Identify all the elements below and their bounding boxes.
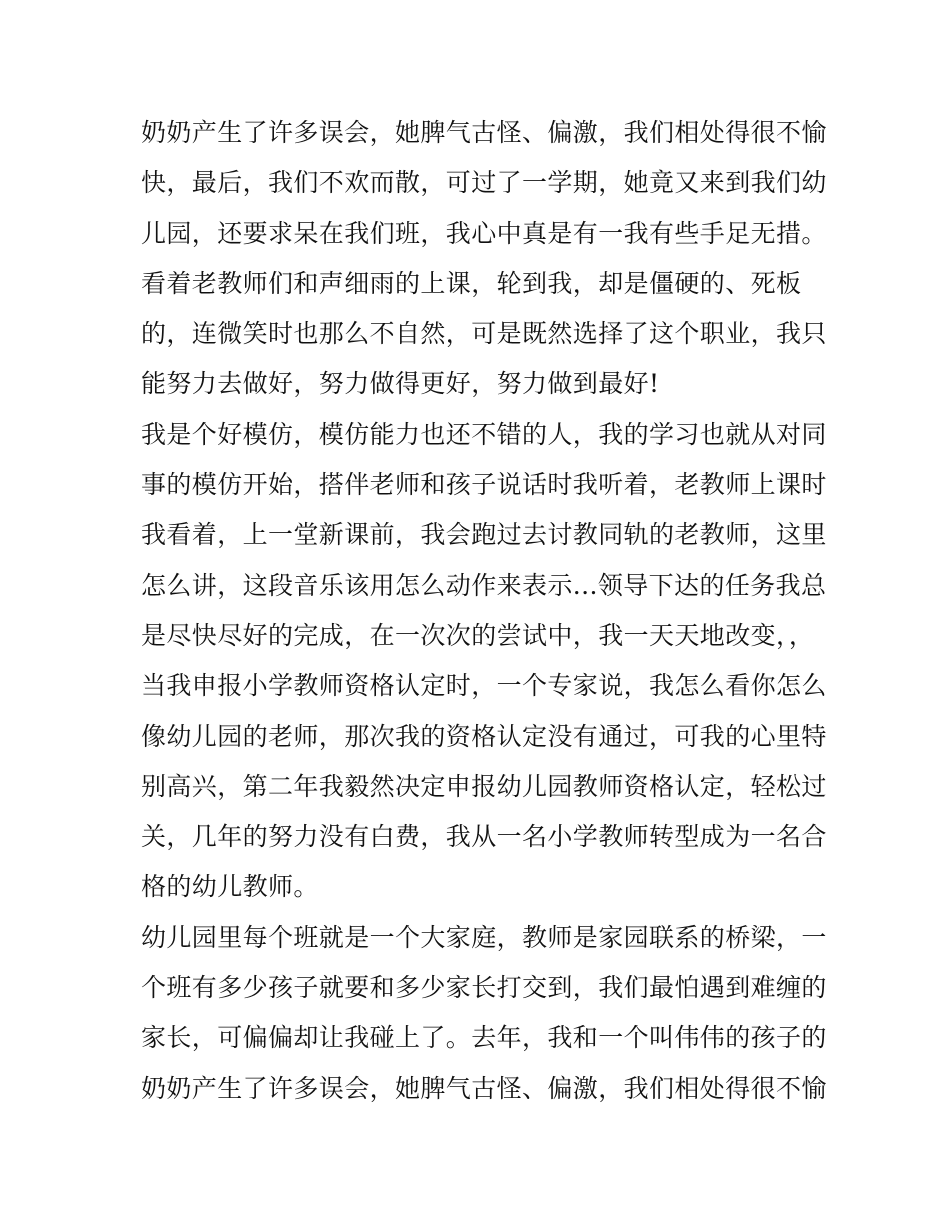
text-line: 奶奶产生了许多误会，她脾气古怪、偏激，我们相处得很不愉 [141, 118, 827, 147]
text-line: 别高兴，第二年我毅然决定申报幼儿园教师资格认定，轻松过 [141, 771, 827, 801]
text-line: 儿园，还要求呆在我们班，我心中真是有一我有些手足无措。 [141, 218, 827, 248]
text-line: 当我申报小学教师资格认定时，一个专家说，我怎么看你怎么 [141, 671, 827, 701]
text-line: 的，连微笑时也那么不自然，可是既然选择了这个职业，我只 [141, 319, 827, 349]
text-line: 家长，可偏偏却让我碰上了。去年，我和一个叫伟伟的孩子的 [141, 1023, 827, 1053]
text-line: 是尽快尽好的完成，在一次次的尝试中，我一天天地改变，， [141, 620, 815, 650]
text-line: 个班有多少孩子就要和多少家长打交到，我们最怕遇到难缠的 [141, 973, 827, 1003]
text-line: 我是个好模仿，模仿能力也还不错的人，我的学习也就从对同 [141, 419, 827, 449]
text-line: 事的模仿开始，搭伴老师和孩子说话时我听着，老教师上课时 [141, 470, 827, 500]
text-line: 幼儿园里每个班就是一个大家庭，教师是家园联系的桥梁，一 [141, 922, 827, 952]
text-line: 关，几年的努力没有白费，我从一名小学教师转型成为一名合 [141, 822, 827, 852]
text-line: 奶奶产生了许多误会，她脾气古怪、偏激，我们相处得很不愉 [141, 1073, 827, 1103]
text-line: 看着老教师们和声细雨的上课，轮到我，却是僵硬的、死板 [141, 268, 802, 298]
text-line: 格的幼儿教师。 [141, 872, 319, 902]
text-line: 我看着，上一堂新课前，我会跑过去讨教同轨的老教师，这里 [141, 520, 827, 550]
body-text [141, 108, 827, 1114]
text-line: 怎么讲，这段音乐该用怎么动作来表示...领导下达的任务我总 [141, 570, 827, 600]
text-line: 快，最后，我们不欢而散，可过了一学期，她竟又来到我们幼 [141, 168, 827, 198]
text-line: 能努力去做好，努力做得更好，努力做到最好! [141, 369, 660, 399]
text-line: 像幼儿园的老师，那次我的资格认定没有通过，可我的心里特 [141, 721, 827, 751]
